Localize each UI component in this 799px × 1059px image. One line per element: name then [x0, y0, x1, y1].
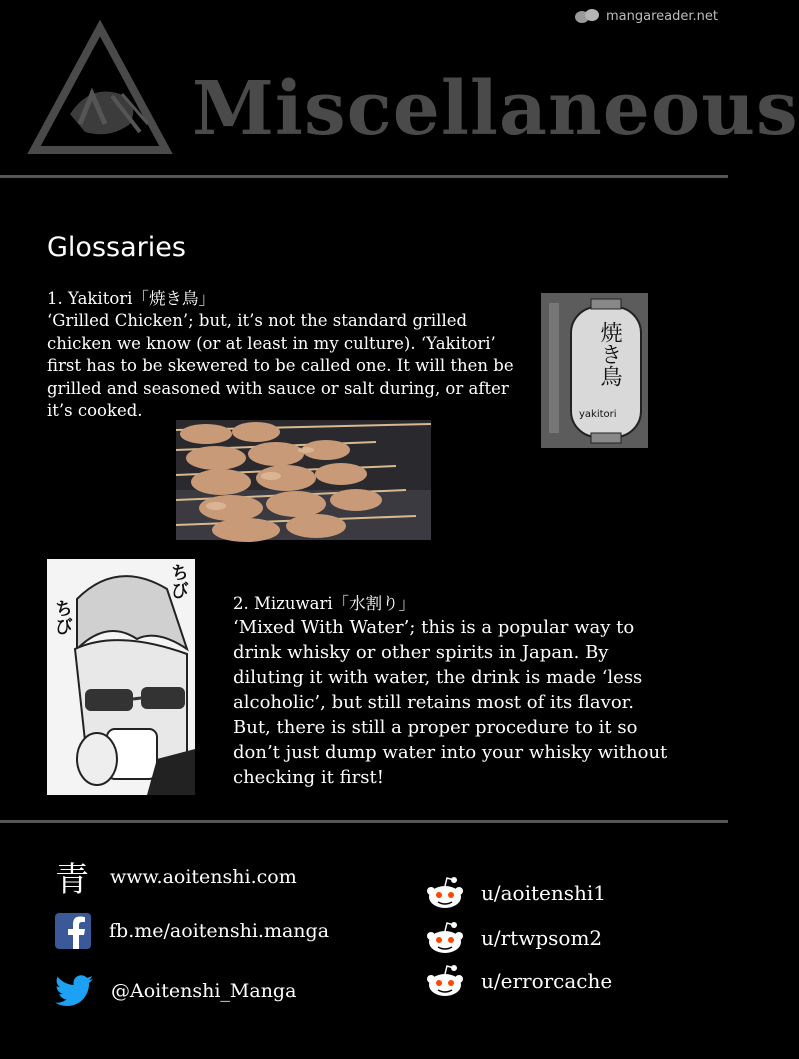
reddit-icon [425, 964, 465, 998]
lantern-sub-text: yakitori [579, 409, 617, 420]
facebook-link[interactable] [55, 913, 329, 949]
triangle-logo-icon [30, 24, 170, 154]
glossary-entry-mizuwari [233, 593, 673, 790]
entry-title: 1. Yakitori「焼き鳥」 [47, 289, 215, 308]
reddit-user-1: u/aoitenshi1 [481, 881, 606, 905]
lantern-image [541, 293, 648, 448]
footer-divider [0, 820, 728, 823]
reddit-icon [425, 876, 465, 910]
lantern-text: 焼き鳥 [597, 321, 622, 387]
sfx-text-1: ちび [168, 563, 189, 599]
twitter-link[interactable] [55, 975, 296, 1007]
reddit-link-1[interactable] [425, 876, 606, 910]
twitter-icon [55, 975, 93, 1007]
facebook-icon [55, 913, 91, 949]
reddit-link-2[interactable] [425, 921, 602, 955]
header-divider [0, 175, 728, 178]
entry-body: ‘Grilled Chicken’; but, it’s not the standard grilled chicken we know (or at least in my culture). ‘Yakitori’ first has to be skewered to be called one. It will then be grilled and seasoned with sauce or salt during, or after it’s cooked. [47, 311, 514, 420]
manga-panel-image [47, 559, 195, 795]
reddit-link-3[interactable] [425, 964, 612, 998]
watermark-text: mangareader.net [606, 8, 718, 24]
facebook-text: fb.me/aoitenshi.manga [109, 920, 330, 942]
reddit-icon [425, 921, 465, 955]
header [0, 0, 799, 178]
website-text: www.aoitenshi.com [110, 865, 297, 888]
website-link[interactable] [52, 852, 297, 901]
entry-title: 2. Mizuwari「水割り」 [233, 594, 416, 613]
glossary-entry-yakitori [47, 288, 532, 423]
twitter-text: @Aoitenshi_Manga [111, 980, 297, 1002]
sfx-text-2: ちび [52, 599, 73, 635]
yakitori-photo [176, 420, 431, 540]
reddit-user-2: u/rtwpsom2 [481, 926, 603, 950]
ao-kanji-icon: 青 [55, 860, 89, 900]
reddit-user-3: u/errorcache [481, 969, 613, 993]
page-title: Miscellaneous [192, 66, 799, 152]
entry-body: ‘Mixed With Water’; this is a popular way to drink whisky or other spirits in Japan. By diluting it with water, the drink is made ‘less alcoholic’, but still retains most of its flavor. But, there is still a proper procedure to it so don’t just dump water into your whisky without checking it first! [233, 617, 668, 788]
section-title: Glossaries [47, 232, 186, 263]
